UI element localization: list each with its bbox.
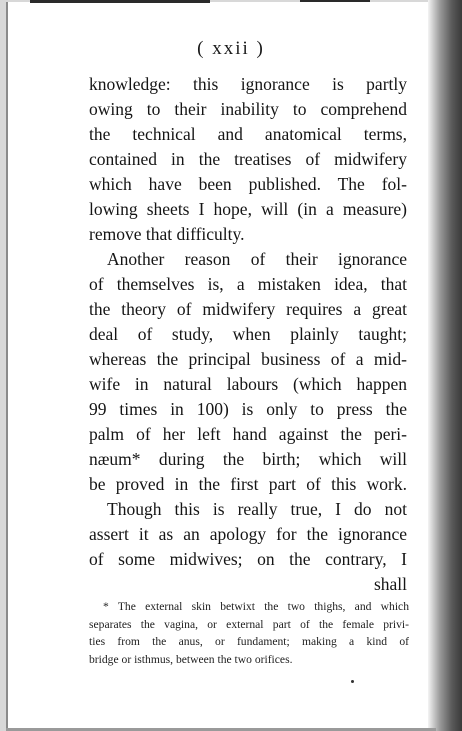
footnote-line: separates the vagina, or external part of the female privi- <box>89 617 409 631</box>
body-line: the technical and anatomical terms, <box>89 124 407 144</box>
body-line: contained in the treatises of midwifery <box>89 149 407 169</box>
body-line: whereas the principal business of a mid- <box>89 349 407 369</box>
footnote <box>89 598 409 668</box>
body-line: remove that difficulty. <box>89 224 245 244</box>
footnote-line: * The external skin betwixt the two thighs, and which <box>103 600 409 613</box>
body-line: deal of study, when plainly taught; <box>89 324 407 344</box>
body-line: of some midwives; on the contrary, I <box>89 549 407 569</box>
body-line: the theory of midwifery requires a great <box>89 299 407 319</box>
body-text <box>89 72 407 597</box>
footnote-line: bridge or isthmus, between the two orifices. <box>89 652 293 666</box>
body-line: lowing sheets I hope, will (in a measure) <box>89 199 407 219</box>
scan-top-mark <box>30 0 210 3</box>
scan-top-mark-2 <box>300 0 370 2</box>
catchword: shall <box>373 574 407 594</box>
body-line: næum* during the birth; which will <box>89 449 407 469</box>
body-line: palm of her left hand against the peri- <box>89 424 407 444</box>
footnote-line: ties from the anus, or fundament; making a kind of <box>89 635 409 648</box>
page-number-header: ( xxii ) <box>197 38 265 59</box>
body-line: Another reason of their ignorance <box>107 249 407 269</box>
ink-speck <box>351 680 354 683</box>
body-line: of themselves is, a mistaken idea, that <box>89 274 407 294</box>
page-edge-shadow <box>428 0 462 731</box>
body-line: be proved in the first part of this work. <box>89 474 407 494</box>
body-line: knowledge: this ignorance is partly <box>89 74 407 94</box>
body-line: Though this is really true, I do not <box>107 499 407 519</box>
body-line: owing to their inability to comprehend <box>89 99 407 119</box>
body-line: wife in natural labours (which happen <box>89 374 407 394</box>
body-line: which have been published. The fol- <box>89 174 407 194</box>
body-line: assert it as an apology for the ignorance <box>89 524 407 544</box>
body-line: 99 times in 100) is only to press the <box>89 399 407 419</box>
